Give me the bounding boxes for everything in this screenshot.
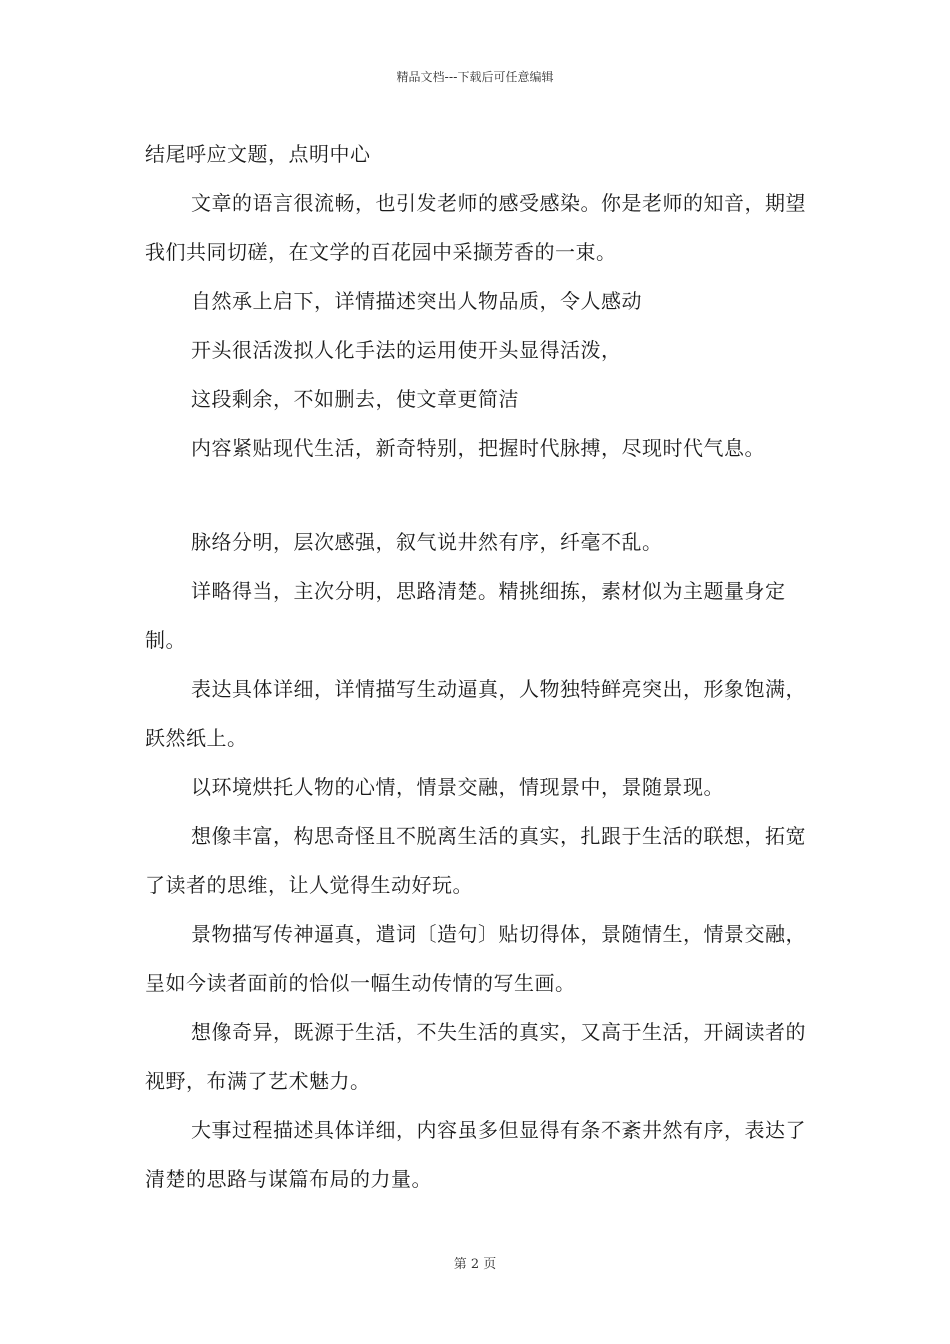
- page-number: 第 2 页: [453, 1257, 497, 1272]
- paragraph: 详略得当，主次分明，思路清楚。精挑细拣，素材似为主题量身定制。: [145, 579, 786, 652]
- paragraph: 表达具体详细，详情描写生动逼真，人物独特鲜亮突出，形象饱满，跃然纸上。: [145, 677, 806, 750]
- paragraph: 内容紧贴现代生活，新奇特别，把握时代脉搏，尽现时代气息。: [191, 436, 765, 460]
- paragraph: 开头很活泼拟人化手法的运用使开头显得活泼，: [191, 338, 622, 362]
- paragraph: 结尾呼应文题，点明中心: [145, 142, 371, 166]
- page-header: 精品文档---下载后可任意编辑: [396, 70, 554, 84]
- paragraph: 景物描写传神逼真，遣词〔造句〕贴切得体，景随情生，情景交融，呈如今读者面前的恰似一幅生动传情的写生画。: [145, 922, 806, 995]
- paragraph: 大事过程描述具体详细，内容虽多但显得有条不紊井然有序，表达了清楚的思路与谋篇布局的力量。: [145, 1118, 806, 1191]
- paragraph: 想像奇异，既源于生活，不失生活的真实，又高于生活，开阔读者的视野，布满了艺术魅力。: [145, 1020, 806, 1093]
- paragraph: 文章的语言很流畅，也引发老师的感受感染。你是老师的知音，期望我们共同切磋，在文学的百花园中采撷芳香的一束。: [145, 191, 806, 264]
- paragraph: 这段剩余，不如删去，使文章更简洁: [191, 387, 519, 411]
- paragraph: 想像丰富，构思奇怪且不脱离生活的真实，扎跟于生活的联想，拓宽了读者的思维，让人觉得生动好玩。: [145, 824, 806, 897]
- paragraph: 脉络分明，层次感强，叙气说井然有序，纤毫不乱。: [191, 530, 663, 554]
- paragraph-spacer: [145, 473, 825, 518]
- document-body: [145, 130, 825, 1204]
- paragraph: 以环境烘托人物的心情，情景交融，情现景中，景随景现。: [191, 775, 724, 799]
- paragraph: 自然承上启下，详情描述突出人物品质，令人感动: [191, 289, 642, 313]
